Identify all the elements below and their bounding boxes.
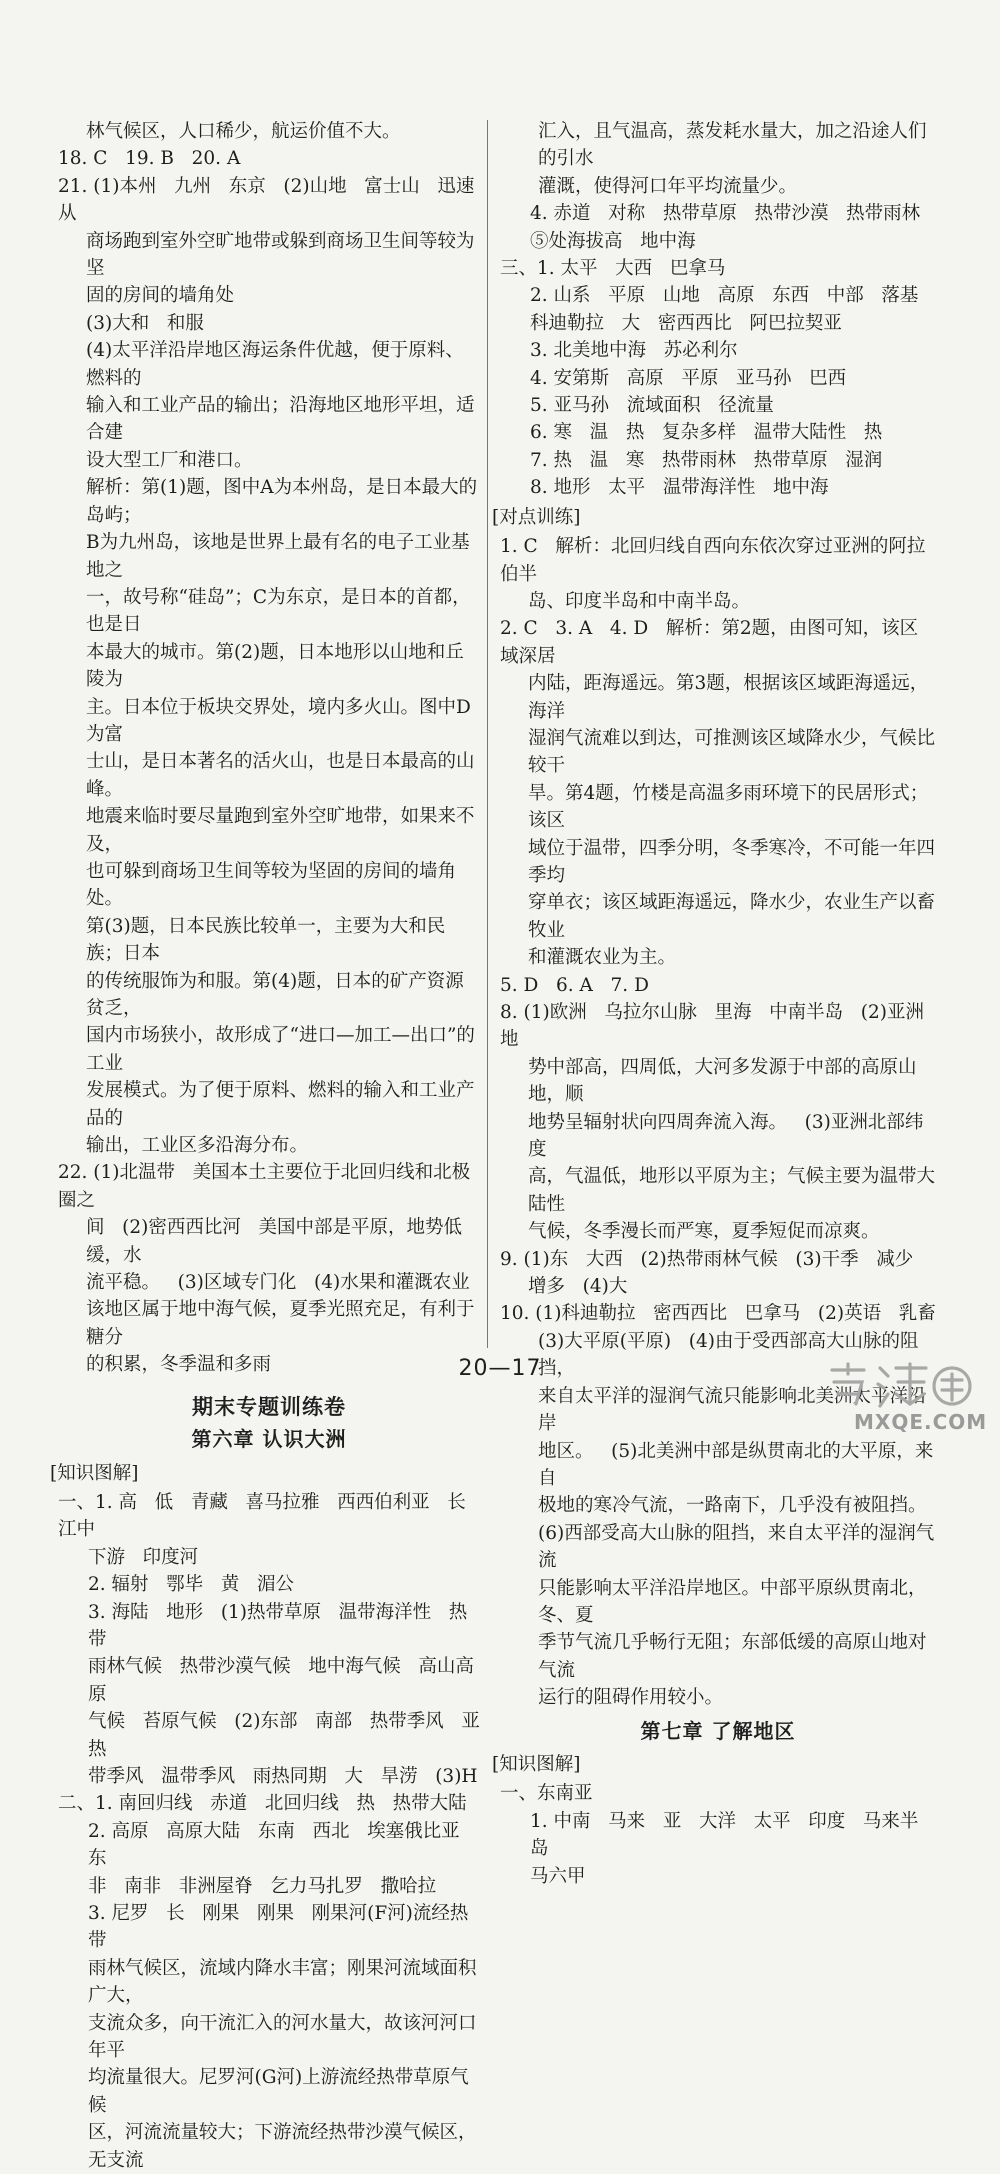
text-line: 2. 辐射 鄂毕 黄 湄公 (88, 1574, 294, 1596)
text-line: 1. 中南 马来 亚 大洋 太平 印度 马来半岛 (530, 1810, 919, 1860)
text-line: (3)大平原(平原) (4)由于受西部高大山脉的阻挡， (538, 1330, 919, 1380)
text-line: 均流量很大。尼罗河(G河)上游流经热带草原气候 (88, 2067, 469, 2116)
watermark-site-text: MXQE.COM (854, 1410, 988, 1434)
text-line: 7. 热 温 寒 热带雨林 热带草原 湿润 (530, 449, 883, 471)
text-line: 雨林气候区，流域内降水丰富；刚果河流域面积广大， (88, 1957, 477, 2007)
text-line: 2. 山系 平原 山地 高原 东西 中部 落基 (530, 285, 919, 307)
text-line: 2. 高原 高原大陆 东南 西北 埃塞俄比亚 东 (88, 1820, 478, 1870)
text-line: 3. 海陆 地形 (1)热带草原 温带海洋性 热带 (88, 1601, 468, 1650)
text-line: 解析：第(1)题，图中A为本州岛，是日本最大的岛屿； (86, 477, 478, 526)
text-line: 5. 亚马孙 流域面积 径流量 (530, 395, 774, 417)
text-line: 气候，冬季漫长而严寒，夏季短促而凉爽。 (528, 1221, 880, 1243)
watermark (824, 1360, 988, 1436)
text-line: 2. C 3. A 4. D 解析：第2题，由图可知，该区域深居 (500, 618, 919, 667)
text-line: 一，故号称“硅岛”；C为东京，是日本的首都，也是日 (86, 586, 471, 636)
text-line: 雨林气候 热带沙漠气候 地中海气候 高山高原 (88, 1656, 474, 1705)
text-line: 流平稳。 (3)区域专门化 (4)水果和灌溉农业 (86, 1272, 476, 1294)
text-line: 势中部高，四周低，大河多发源于中部的高原山地，顺 (528, 1056, 917, 1106)
text-line: 4. 安第斯 高原 平原 亚马孙 巴西 (530, 367, 847, 389)
text-line: (6)西部受高大山脉的阻挡，来自太平洋的湿润气流 (538, 1522, 935, 1572)
text-line: 和灌溉农业为主。 (528, 947, 677, 969)
left-column (50, 118, 480, 2174)
text-line: 输入和工业产品的输出；沿海地区地形平坦，适合建 (86, 395, 475, 444)
text-line: 运行的阻碍作用较小。 (538, 1687, 724, 1709)
right-column (492, 118, 936, 1890)
text-line: 4. 赤道 对称 热带草原 热带沙漠 热带雨林 (530, 203, 921, 225)
text-line: 士山，是日本著名的活火山，也是日本最高的山峰。 (86, 751, 475, 800)
text-line: (3)大和 和服 (86, 312, 204, 334)
text-line: 3. 北美地中海 苏必利尔 (530, 340, 738, 362)
text-line: 固的房间的墙角处 (86, 285, 235, 307)
column-divider (487, 120, 488, 1348)
text-line: B为九州岛，该地是世界上最有名的电子工业基地之 (86, 532, 470, 581)
text-line: 主。日本位于板块交界处，境内多火山。图中D为富 (86, 696, 471, 745)
text-line: 高，气温低，地形以平原为主；气候主要为温带大陆性 (528, 1166, 936, 1215)
text-line: 旱。第4题，竹楼是高温多雨环境下的民居形式；该区 (528, 782, 929, 832)
text-line: 科迪勒拉 大 密西西比 阿巴拉契亚 (530, 312, 842, 334)
chapter-7-title: 第七章 了解地区 (640, 1718, 796, 1743)
text-line: 地震来临时要尽量跑到室外空旷地带，如果来不及， (86, 806, 475, 855)
text-line: 10. (1)科迪勒拉 密西西比 巴拿马 (2)英语 乳畜 (500, 1303, 936, 1325)
text-line: 的传统服饰为和服。第(4)题，日本的矿产资源贫乏， (86, 970, 464, 1019)
text-line: 下游 印度河 (88, 1546, 199, 1568)
text-line: 3. 尼罗 长 刚果 刚果 刚果河(F河)流经热带 (88, 1903, 469, 1952)
text-line: 三、1. 太平 大西 巴拿马 (500, 258, 726, 280)
text-line: 的积累，冬季温和多雨 (86, 1354, 272, 1376)
text-line: 区，河流流量较大；下游流经热带沙漠气候区，无支流 (88, 2122, 477, 2171)
text-line: 5. D 6. A 7. D (500, 974, 649, 996)
text-line: 穿单衣；该区域距海遥远，降水少，农业生产以畜牧业 (528, 892, 936, 941)
text-line: 地区。 (5)北美洲中部是纵贯南北的大平原，来自 (538, 1440, 934, 1489)
text-line: 湿润气流难以到达，可推测该区域降水少，气候比较干 (528, 727, 936, 777)
text-line: 增多 (4)大 (528, 1276, 628, 1298)
left-answer-block (58, 118, 480, 1379)
chapter-7-answers (500, 1780, 936, 1890)
text-line: 极地的寒冷气流，一路南下，几乎没有被阻挡。 (538, 1495, 927, 1517)
right-answer-block (500, 118, 936, 502)
text-line: ⑤处海拔高 地中海 (530, 230, 696, 252)
text-line: 间 (2)密西西比河 美国中部是平原，地势低缓，水 (86, 1217, 462, 1266)
text-line: 一、东南亚 (500, 1783, 593, 1805)
text-line: 该地区属于地中海气候，夏季光照充足，有利于糖分 (86, 1299, 475, 1348)
text-line: 季节气流几乎畅行无阻；东部低缓的高原山地对气流 (538, 1632, 927, 1681)
text-line: 18. C 19. B 20. A (58, 148, 241, 170)
text-line: 21. (1)本州 九州 东京 (2)山地 富士山 迅速从 (58, 175, 475, 225)
text-line: 发展模式。为了便于原料、燃料的输入和工业产品的 (86, 1080, 475, 1129)
text-line: 地势呈辐射状向四周奔流入海。 (3)亚洲北部纬度 (528, 1111, 924, 1161)
chapter-6-answers (58, 1489, 480, 2174)
watermark-logo-icon (824, 1360, 974, 1412)
knowledge-diagram-label-ch7: [知识图解] (492, 1753, 581, 1775)
text-line: 灌溉，使得河口年平均流量少。 (538, 175, 798, 197)
text-line: 汇入，且气温高，蒸发耗水量大，加之沿途人们的引水 (538, 121, 927, 170)
text-line: 林气候区，人口稀少，航运价值不大。 (86, 121, 401, 142)
text-line: 域位于温带，四季分明，冬季寒冷，不可能一年四季均 (528, 837, 936, 886)
text-line: 输出，工业区多沿海分布。 (86, 1135, 309, 1157)
text-line: 设大型工厂和港口。 (86, 449, 253, 471)
text-line: (4)太平洋沿岸地区海运条件优越，便于原料、燃料的 (86, 340, 464, 389)
text-line: 带季风 温带季风 雨热同期 大 旱涝 (3)H (88, 1765, 478, 1787)
text-line: 一、1. 高 低 青藏 喜马拉雅 西西伯利亚 长江中 (58, 1491, 466, 1541)
text-line: 来自太平洋的湿润气流只能影响北美洲太平洋沿岸 (538, 1385, 927, 1435)
knowledge-diagram-label: [知识图解] (50, 1462, 139, 1484)
text-line: 支流众多，向干流汇入的河水量大，故该河河口年平 (88, 2012, 477, 2062)
text-line: 岛、印度半岛和中南半岛。 (528, 590, 751, 612)
section-title-final-training: 期末专题训练卷 (192, 1393, 346, 1419)
text-line: 6. 寒 温 热 复杂多样 温带大陆性 热 (530, 422, 883, 444)
text-line: 第(3)题，日本民族比较单一，主要为大和民族；日本 (86, 915, 446, 965)
text-line: 9. (1)东 大西 (2)热带雨林气候 (3)干季 减少 (500, 1248, 914, 1270)
text-line: 22. (1)北温带 美国本土主要位于北回归线和北极圈之 (58, 1162, 471, 1211)
text-line: 也可躲到商场卫生间等较为坚固的房间的墙角处。 (86, 860, 457, 910)
text-line: 内陆，距海遥远。第3题，根据该区域距海遥远，海洋 (528, 673, 929, 722)
chapter-6-title: 第六章 认识大洲 (191, 1427, 347, 1452)
text-line: 马六甲 (530, 1865, 586, 1887)
text-line: 8. 地形 太平 温带海洋性 地中海 (530, 477, 829, 499)
text-line: 商场跑到室外空旷地带或躲到商场卫生间等较为坚 (86, 230, 475, 280)
text-line: 只能影响太平洋沿岸地区。中部平原纵贯南北，冬、夏 (538, 1577, 927, 1626)
page-number: 20—17 (458, 1356, 542, 1381)
targeted-training-label: [对点训练] (492, 506, 581, 528)
targeted-training-answers (500, 533, 936, 1711)
text-line: 1. C 解析：北回归线自西向东依次穿过亚洲的阿拉伯半 (500, 536, 926, 585)
text-line: 气候 苔原气候 (2)东部 南部 热带季风 亚热 (88, 1711, 480, 1760)
text-line: 二、1. 南回归线 赤道 北回归线 热 热带大陆 (58, 1793, 467, 1815)
text-line: 本最大的城市。第(2)题，日本地形以山地和丘陵为 (86, 641, 464, 691)
text-line: 非 南非 非洲屋脊 乞力马扎罗 撒哈拉 (88, 1875, 437, 1897)
text-line: 国内市场狭小，故形成了“进口—加工—出口”的工业 (86, 1025, 475, 1074)
text-line: 8. (1)欧洲 乌拉尔山脉 里海 中南半岛 (2)亚洲地 (500, 1002, 925, 1051)
